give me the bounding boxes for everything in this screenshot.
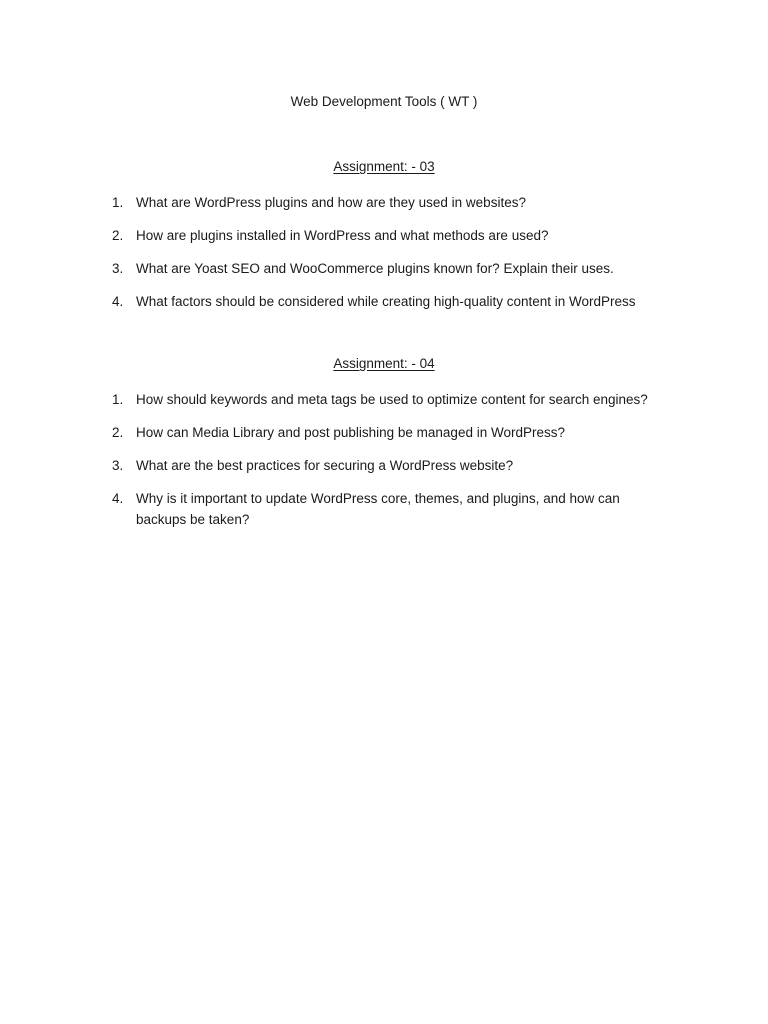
- question-text: What are WordPress plugins and how are they used in websites?: [136, 195, 526, 210]
- assignment-04-question-list: [0, 389, 768, 530]
- assignment-03-section: [0, 158, 768, 324]
- question-number: 2.: [112, 228, 124, 243]
- question-number: 4.: [112, 294, 124, 309]
- question-item: [0, 192, 768, 213]
- question-item: [0, 488, 768, 530]
- question-number: 1.: [112, 392, 124, 407]
- question-text: How are plugins installed in WordPress and what methods are used?: [136, 228, 549, 243]
- question-text: What are Yoast SEO and WooCommerce plugins known for? Explain their uses.: [136, 261, 614, 276]
- assignment-04-heading: Assignment: - 04: [333, 356, 435, 371]
- question-number: 1.: [112, 195, 124, 210]
- question-text: What are the best practices for securing a WordPress website?: [136, 458, 514, 473]
- question-item: [0, 422, 768, 443]
- assignment-03-question-list: [0, 192, 768, 312]
- question-number: 3.: [112, 261, 124, 276]
- question-number: 2.: [112, 425, 124, 440]
- assignment-04-section: [0, 355, 768, 542]
- assignment-03-heading: Assignment: - 03: [333, 159, 435, 174]
- question-text: How should keywords and meta tags be used to optimize content for search engines?: [136, 392, 648, 407]
- question-text: What factors should be considered while creating high-quality content in WordPress: [136, 294, 636, 309]
- question-text: How can Media Library and post publishing be managed in WordPress?: [136, 425, 565, 440]
- question-number: 3.: [112, 458, 124, 473]
- question-item: [0, 258, 768, 279]
- question-text: Why is it important to update WordPress core, themes, and plugins, and how can backups be taken?: [136, 491, 620, 527]
- question-item: [0, 225, 768, 246]
- question-number: 4.: [112, 491, 124, 506]
- document-title: Web Development Tools ( WT ): [290, 94, 478, 109]
- question-item: [0, 291, 768, 312]
- question-item: [0, 389, 768, 410]
- question-item: [0, 455, 768, 476]
